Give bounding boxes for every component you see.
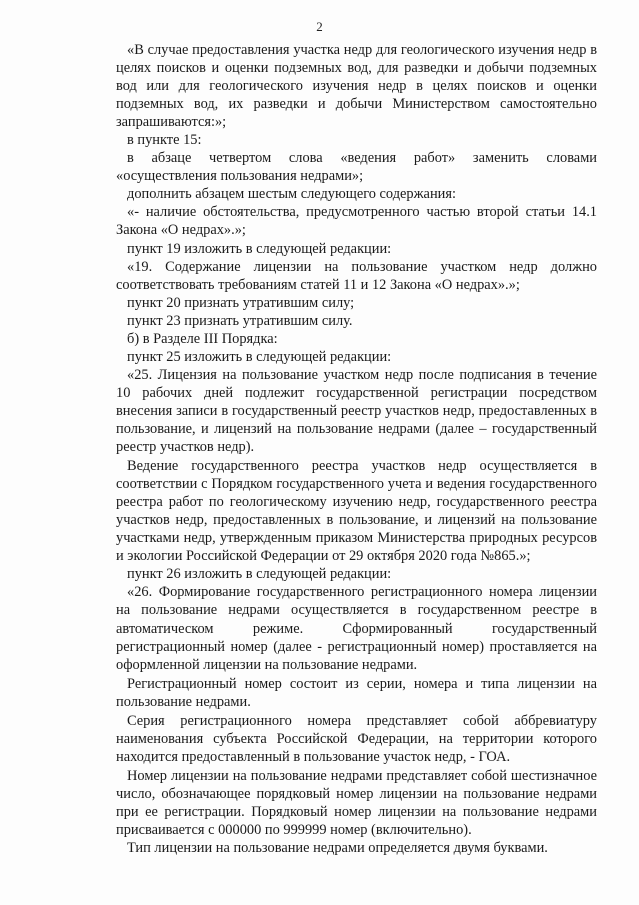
- paragraph: в пункте 15:: [127, 132, 202, 149]
- paragraph: пункт 19 изложить в следующей редакции:: [127, 240, 392, 257]
- paragraph: в абзаце четвертом слова «ведения работ» заменить словами «осуществления пользования недрами»;: [116, 150, 597, 185]
- paragraph: «В случае предоставления участка недр для геологического изучения недр в целях поисков и оценки подземных вод, для разведки и добычи подземных вод или для геологического изучения недр в целях поисков и оценки подземных вод, их разведки и добычи Министерством самостоятельно запрашиваются:»;: [116, 42, 597, 131]
- page-number: 2: [316, 19, 323, 34]
- paragraph: «- наличие обстоятельства, предусмотренного частью второй статьи 14.1 Закона «О недрах».»;: [116, 204, 597, 239]
- paragraph: пункт 20 признать утратившим силу;: [127, 294, 355, 311]
- paragraph: Тип лицензии на пользование недрами определяется двумя буквами.: [127, 840, 548, 857]
- paragraph: пункт 26 изложить в следующей редакции:: [127, 566, 392, 583]
- paragraph: Ведение государственного реестра участков недр осуществляется в соответствии с Порядком государственного учета и ведения государственного реестра работ по геологическому изучению недр, государственного реестра участков недр, предоставленных в пользование, и лицензий на пользование участками недр, утвержденным приказом Министерства природных ресурсов и экологии Российской Федерации от 29 октября 2020 года №865.»;: [116, 458, 597, 565]
- paragraph: пункт 23 признать утратившим силу.: [127, 312, 353, 329]
- paragraph: Номер лицензии на пользование недрами представляет собой шестизначное число, обозначающее порядковый номер лицензии на пользование недрами при ее регистрации. Порядковый номер лицензии на пользование недрами присваивается с 000000 по 999999 номер (включительно).: [116, 767, 597, 839]
- document-body: [116, 41, 597, 857]
- paragraph: «26. Формирование государственного регистрационного номера лицензии на пользование недрами осуществляется в государственном реестре в автоматическом режиме. Сформированный государственный регистрационный номер (далее - регистрационный номер) проставляется на оформленной лицензии на пользование недрами.: [116, 584, 597, 673]
- paragraph: дополнить абзацем шестым следующего содержания:: [127, 186, 456, 203]
- paragraph: «19. Содержание лицензии на пользование участком недр должно соответствовать требованиям статей 11 и 12 Закона «О недрах».»;: [116, 258, 597, 293]
- paragraph: Серия регистрационного номера представляет собой аббревиатуру наименования субъекта Российской Федерации, на территории которого находится предоставленный в пользование участок недр, - ГОА.: [116, 712, 597, 765]
- paragraph: б) в Разделе III Порядка:: [127, 330, 278, 347]
- paragraph: Регистрационный номер состоит из серии, номера и типа лицензии на пользование недрами.: [116, 675, 597, 710]
- paragraph: пункт 25 изложить в следующей редакции:: [127, 348, 392, 365]
- paragraph: «25. Лицензия на пользование участком недр после подписания в течение 10 рабочих дней подлежит государственной регистрации посредством внесения записи в государственный реестр участков недр, предоставленных в пользование, и лицензий на пользование недрами (далее – государственный реестр участков недр).: [116, 366, 597, 456]
